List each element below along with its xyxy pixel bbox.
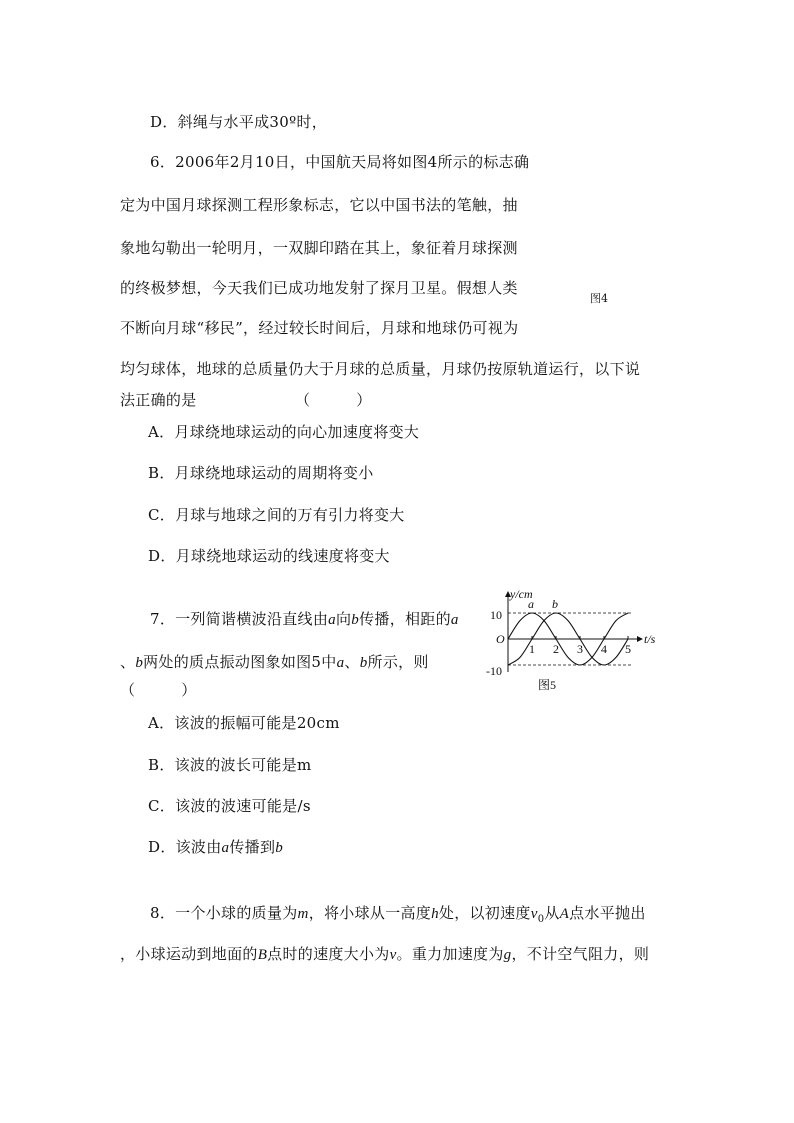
q7-option-d <box>148 837 283 858</box>
q8-var-h: h <box>431 906 439 922</box>
q7-text: 所示，则 <box>367 653 429 671</box>
q6-stem-line-6: 均匀球体，地球的总质量仍大于月球的总质量，月球仍按原轨道运行，以下说 <box>120 360 641 378</box>
curve-b-label: b <box>552 597 558 611</box>
figure-5-wave-graph <box>482 587 662 692</box>
q8-text: 点水平抛出 <box>569 904 646 922</box>
q8-text: 点时的速度大小为 <box>267 945 390 963</box>
q6-stem-line-7: 法正确的是 <box>120 391 197 409</box>
q6-option-a: A．月球绕地球运动的向心加速度将变大 <box>148 423 420 441</box>
q6-stem-line-3: 象地勾勒出一轮明月，一双脚印踏在其上，象征着月球探测 <box>120 239 518 257</box>
q7-text: 、 <box>344 653 360 671</box>
y-tick-neg10: -10 <box>486 664 502 678</box>
q7-var-a: a <box>450 612 459 628</box>
q7-text: 传播到 <box>229 838 276 856</box>
q6-option-c: C．月球与地球之间的万有引力将变大 <box>148 506 405 524</box>
q7-text: 传播，相距的 <box>359 610 451 628</box>
q8-point-a: A <box>559 906 570 922</box>
q7-text: 向 <box>335 610 352 628</box>
q7-option-a: A．该波的振幅可能是20cm <box>148 714 340 732</box>
x-axis-label: t/s <box>644 632 656 646</box>
curve-a-label: a <box>528 597 534 611</box>
q8-var-v: v <box>389 947 397 963</box>
q8-text: 从 <box>544 904 560 922</box>
q7-text: 两处的质点振动图象如图5中 <box>143 653 337 671</box>
figure-5-caption: 图5 <box>538 678 557 692</box>
q6-figure-4-label: 图4 <box>590 292 608 305</box>
q8-stem-line-2 <box>120 944 649 965</box>
q7-var-b: b <box>135 655 144 671</box>
q7-var-b: b <box>359 655 368 671</box>
q7-answer-bracket: （ ） <box>120 681 197 699</box>
y-tick-10: 10 <box>490 608 502 622</box>
q6-option-d: D．月球绕地球运动的线速度将变大 <box>148 547 390 565</box>
q7-var-b: b <box>351 612 360 628</box>
q8-text: ，小球运动到地面的 <box>120 945 258 963</box>
q8-text: 8．一个小球的质量为 <box>150 904 298 922</box>
q8-text: 处，以初速度 <box>438 904 531 922</box>
q8-text: ，将小球从一高度 <box>308 904 432 922</box>
q6-stem-line-4: 的终极梦想，今天我们已成功地发射了探月卫星。假想人类 <box>120 279 518 297</box>
q8-point-b: B <box>257 947 268 963</box>
x-tick-label: 4 <box>601 642 607 656</box>
y-axis-label: y/cm <box>510 587 533 601</box>
q7-text: 、 <box>120 653 136 671</box>
q7-stem-line-2 <box>120 652 429 673</box>
q8-var-v0-subscript: 0 <box>537 914 545 925</box>
q6-stem-line-1: 6．2006年2月10日，中国航天局将如图4所示的标志确 <box>150 153 530 171</box>
x-tick-label: 2 <box>553 642 559 656</box>
q8-var-m: m <box>297 906 309 922</box>
q8-text: 。重力加速度为 <box>396 945 504 963</box>
q6-stem-line-2: 定为中国月球探测工程形象标志，它以中国书法的笔触，抽 <box>120 196 518 214</box>
q8-var-g: g <box>503 947 512 963</box>
q7-var-a: a <box>328 612 336 628</box>
q6-answer-bracket: （ ） <box>295 391 372 409</box>
x-tick-label: 5 <box>625 642 631 656</box>
q7-text: D．该波由 <box>148 838 222 856</box>
q6-stem-line-5: 不断向月球“移民”，经过较长时间后，月球和地球仍可视为 <box>120 319 519 337</box>
q6-option-b: B．月球绕地球运动的周期将变小 <box>148 464 374 482</box>
q7-var-b: b <box>275 840 284 856</box>
q7-var-a: a <box>336 655 345 671</box>
q7-option-b: B．该波的波长可能是m <box>148 756 312 774</box>
q8-text: ，不计空气阻力，则 <box>511 945 650 963</box>
q7-var-a: a <box>221 840 230 856</box>
q8-stem-line-1 <box>150 903 646 930</box>
x-tick-label: 3 <box>577 642 583 656</box>
q7-option-c: C．该波的波速可能是/s <box>148 797 311 815</box>
q8-var-v0: v <box>530 906 538 922</box>
origin-label: O <box>496 632 505 646</box>
q5-option-d: D．斜绳与水平成30º时， <box>150 113 328 131</box>
q7-text: 7．一列简谐横波沿直线由 <box>150 610 329 628</box>
q7-stem-line-1 <box>150 609 459 630</box>
x-tick-label: 1 <box>529 642 535 656</box>
